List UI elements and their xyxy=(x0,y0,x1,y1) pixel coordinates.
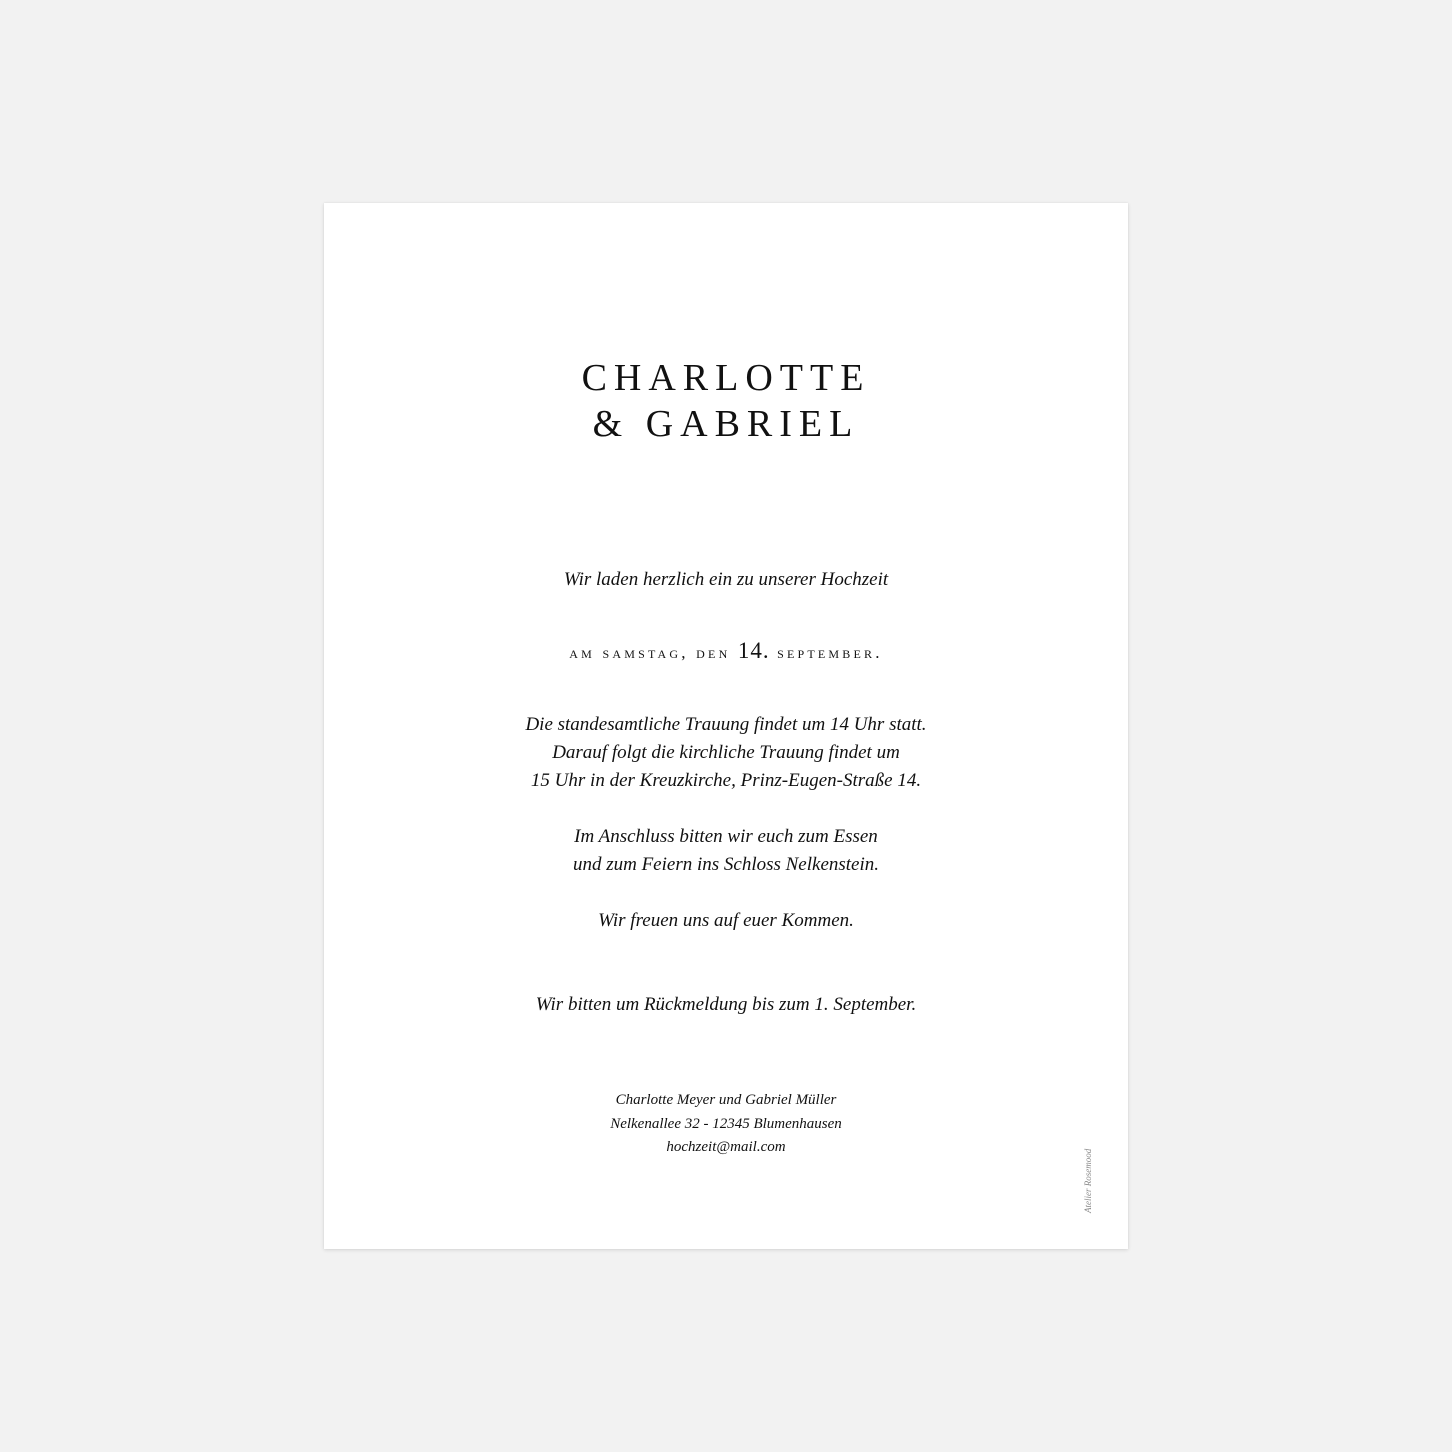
couple-names-line1: CHARLOTTE xyxy=(581,357,871,399)
wedding-date xyxy=(324,638,1128,664)
closing-text: Wir freuen uns auf euer Kommen. xyxy=(598,910,854,931)
reception-line: und zum Feiern ins Schloss Nelkenstein. xyxy=(572,854,880,875)
reception-line: Im Anschluss bitten wir euch zum Essen xyxy=(574,826,878,847)
designer-credit: Atelier Rosemood xyxy=(1083,1148,1093,1213)
ceremony-line: Darauf folgt die kirchliche Trauung findet um xyxy=(552,742,900,763)
couple-names-line2: & GABRIEL xyxy=(592,403,860,445)
date-prefix: am samstag, den xyxy=(569,643,731,662)
ceremony-line: 15 Uhr in der Kreuzkirche, Prinz-Eugen-Straße 14. xyxy=(530,770,922,791)
date-suffix: september. xyxy=(777,643,883,662)
ceremony-line: Die standesamtliche Trauung findet um 14 Uhr statt. xyxy=(525,714,927,735)
date-day: 14. xyxy=(737,638,770,663)
contact-names: Charlotte Meyer und Gabriel Müller xyxy=(615,1092,837,1108)
rsvp-text: Wir bitten um Rückmeldung bis zum 1. September. xyxy=(535,994,917,1015)
contact-address: Nelkenallee 32 - 12345 Blumenhausen xyxy=(610,1115,842,1132)
reception-paragraph xyxy=(324,823,1128,879)
ceremony-paragraph xyxy=(324,711,1128,795)
invitation-intro: Wir laden herzlich ein zu unserer Hochzeit xyxy=(563,569,889,590)
contact-block xyxy=(324,1089,1128,1160)
contact-email: hochzeit@mail.com xyxy=(666,1139,786,1155)
invitation-card xyxy=(324,203,1128,1249)
